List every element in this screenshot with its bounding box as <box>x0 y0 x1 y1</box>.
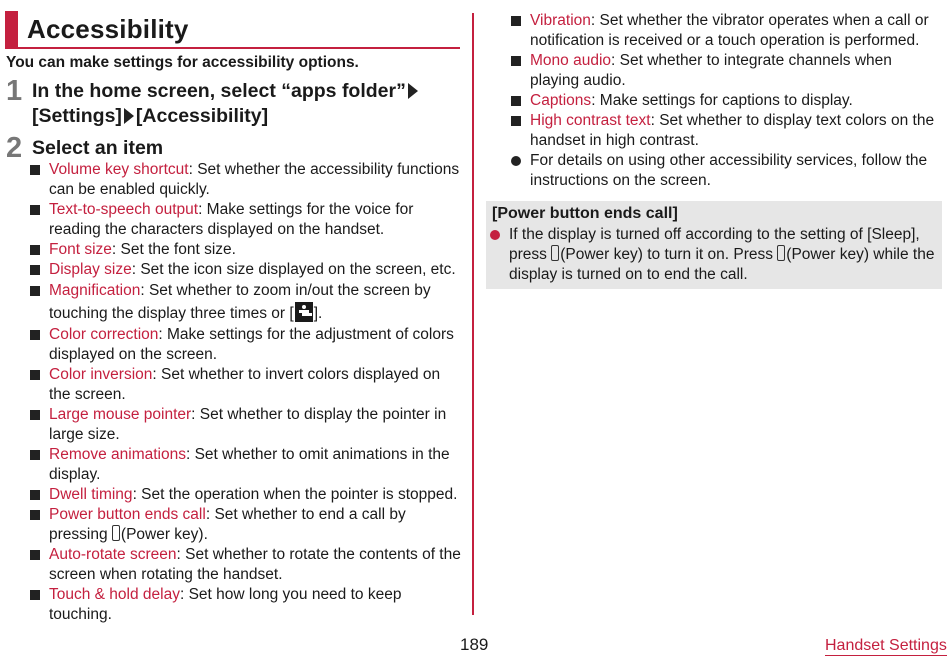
item-term: Color inversion <box>49 366 153 383</box>
item-desc: : Set whether to rotate the contents of the screen when rotating the handset. <box>49 546 461 583</box>
heading-accent-bar <box>5 11 18 47</box>
item-desc: : Make settings for the voice for reading the characters displayed on the handset. <box>49 201 414 238</box>
triangle-arrow-icon <box>124 108 134 124</box>
square-bullet-icon <box>30 490 40 500</box>
intro-text: You can make settings for accessibility options. <box>6 54 359 71</box>
square-bullet-icon <box>30 590 40 600</box>
item-term: Text-to-speech output <box>49 201 199 218</box>
item-desc: : Set whether the accessibility functions can be enabled quickly. <box>49 161 460 198</box>
item-term: Dwell timing <box>49 486 133 503</box>
triangle-arrow-icon <box>408 83 418 99</box>
item-term: Remove animations <box>49 446 186 463</box>
page-number: 189 <box>460 635 489 654</box>
list-item <box>28 545 464 585</box>
square-bullet-icon <box>30 330 40 340</box>
box-text-b: (Power key) to turn it on. Press <box>560 246 778 263</box>
step-number: 1 <box>6 75 23 107</box>
item-desc: : Set whether to zoom in/out the screen by touching the display three times or [ <box>49 282 431 322</box>
item-desc: : Set the font size. <box>111 241 236 258</box>
square-bullet-icon <box>30 165 40 175</box>
item-term: Volume key shortcut <box>49 161 189 178</box>
item-desc: : Set whether the vibrator operates when a call or notification is received or a touch operation is performed. <box>530 12 929 49</box>
square-bullet-icon <box>30 265 40 275</box>
list-item <box>28 325 464 365</box>
list-item <box>509 51 943 91</box>
column-divider <box>472 13 474 615</box>
list-item <box>509 91 943 111</box>
accessibility-icon <box>295 302 313 322</box>
square-bullet-icon <box>30 286 40 296</box>
item-desc: : Set whether to end a call by pressing <box>49 506 406 543</box>
list-item <box>509 151 943 191</box>
list-item <box>28 485 464 505</box>
item-desc: : Set whether to omit animations in the display. <box>49 446 450 483</box>
power-key-icon <box>551 245 559 261</box>
list-item <box>509 11 943 51</box>
box-title: [Power button ends call] <box>492 205 678 222</box>
item-term: Touch & hold delay <box>49 586 180 603</box>
item-term: Color correction <box>49 326 159 343</box>
settings-list-right <box>509 11 943 191</box>
item-desc-tail: (Power key). <box>120 526 208 543</box>
square-bullet-icon <box>30 410 40 420</box>
step-text: Select an item <box>32 137 164 159</box>
list-item <box>28 585 464 625</box>
item-desc: : Set the icon size displayed on the screen, etc. <box>131 261 456 278</box>
item-term: Large mouse pointer <box>49 406 192 423</box>
item-desc: : Set how long you need to keep touching. <box>49 586 402 623</box>
square-bullet-icon <box>30 510 40 520</box>
item-desc: : Make settings for the adjustment of colors displayed on the screen. <box>49 326 454 363</box>
item-desc: : Set whether to invert colors displayed on the screen. <box>49 366 441 403</box>
step-1-settings: [Settings] <box>32 105 122 127</box>
box-list <box>488 225 940 285</box>
item-desc: : Set whether to integrate channels when playing audio. <box>530 52 892 89</box>
item-term: Auto-rotate screen <box>49 546 177 563</box>
list-item <box>28 445 464 485</box>
item-desc: : Make settings for captions to display. <box>591 92 853 109</box>
item-term: Mono audio <box>530 52 612 69</box>
power-key-icon <box>777 245 785 261</box>
square-bullet-icon <box>511 16 521 26</box>
square-bullet-icon <box>511 116 521 126</box>
item-term: High contrast text <box>530 112 651 129</box>
item-term: Vibration <box>530 12 591 29</box>
note-text: For details on using other accessibility services, follow the instructions on the screen. <box>530 152 928 189</box>
step-1-line1: In the home screen, select “apps folder” <box>32 80 406 102</box>
list-item <box>509 111 943 151</box>
item-desc-tail: ]. <box>313 305 323 322</box>
item-term: Captions <box>530 92 592 109</box>
square-bullet-icon <box>511 56 521 66</box>
list-item <box>28 200 464 240</box>
list-item <box>28 160 464 200</box>
item-desc: : Set the operation when the pointer is stopped. <box>132 486 458 503</box>
section-title: Accessibility <box>27 14 189 44</box>
power-button-note-box <box>486 201 942 289</box>
square-bullet-icon <box>30 370 40 380</box>
step-number: 2 <box>6 132 23 164</box>
round-bullet-icon <box>511 156 521 166</box>
list-item <box>28 280 464 325</box>
square-bullet-icon <box>30 245 40 255</box>
power-key-icon <box>112 525 120 541</box>
list-item <box>28 240 464 260</box>
square-bullet-icon <box>511 96 521 106</box>
square-bullet-icon <box>30 550 40 560</box>
square-bullet-icon <box>30 450 40 460</box>
item-term: Display size <box>49 261 132 278</box>
item-term: Power button ends call <box>49 506 206 523</box>
item-desc: : Set whether to display text colors on the handset in high contrast. <box>530 112 935 149</box>
step-text <box>32 79 420 129</box>
handset-settings-link[interactable]: Handset Settings <box>825 637 947 654</box>
step-1-accessibility: [Accessibility] <box>135 105 269 127</box>
settings-list-left <box>28 160 464 625</box>
square-bullet-icon <box>30 205 40 215</box>
round-bullet-icon <box>490 230 500 240</box>
list-item <box>28 405 464 445</box>
list-item <box>28 505 464 545</box>
section-heading <box>5 11 460 49</box>
list-item <box>28 260 464 280</box>
list-item <box>488 225 940 285</box>
box-text-c: (Power key) while the display is turned on to end the call. <box>509 246 935 283</box>
item-term: Font size <box>49 241 112 258</box>
item-desc: : Set whether to display the pointer in large size. <box>49 406 447 443</box>
list-item <box>28 365 464 405</box>
box-text-a: If the display is turned off according to the setting of [Sleep], press <box>509 226 920 263</box>
item-term: Magnification <box>49 282 141 299</box>
